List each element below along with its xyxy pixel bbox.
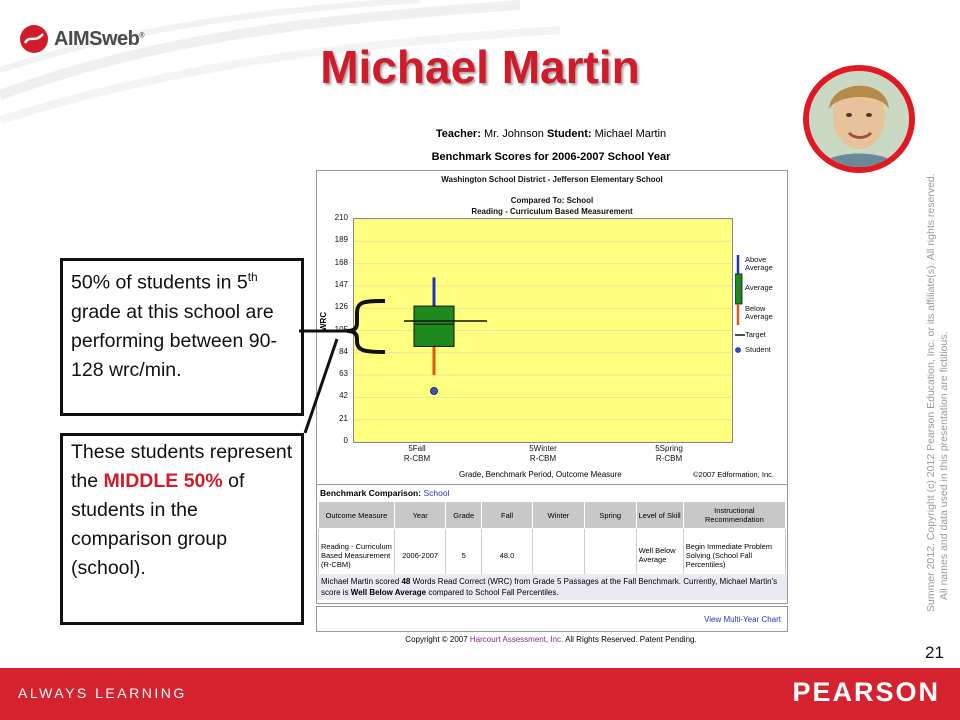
report-copyright-text-2: All Rights Reserved. Patent Pending. <box>563 635 697 644</box>
comparison-cell: 5 <box>446 529 482 582</box>
side-copyright <box>925 82 951 612</box>
x-tick-label: 5Winter R-CBM <box>529 444 557 463</box>
summary-text-2: Words Read Correct (WRC) from Grade 5 Passages at the Fall Benchmark. Currently, Michael Martin's score is <box>321 577 778 597</box>
callout-middle-range <box>60 258 304 416</box>
callout1-text-2: grade at this school are performing between 90-128 wrc/min. <box>71 300 277 381</box>
legend-student-swatch <box>736 348 741 353</box>
side-copyright-line1: Summer 2012. Copyright (c) 2012 Pearson Education, Inc. or its affiliate(s). All rights reserved. <box>925 173 937 612</box>
legend-label: Above Average <box>745 255 773 272</box>
comparison-header-cell: Grade <box>446 502 482 529</box>
chart-title: Washington School District - Jefferson Elementary School <box>441 175 663 184</box>
y-tick-label: 168 <box>334 257 348 267</box>
benchmark-comparison <box>316 484 788 604</box>
summary-score: 48 <box>401 577 411 586</box>
comparison-cell: 48.0 <box>482 529 533 582</box>
student-label: Student: <box>546 128 592 140</box>
teacher-student-line <box>316 128 786 140</box>
pearson-logo: PEARSON <box>792 677 940 707</box>
plot-svg <box>354 219 732 442</box>
callout1-superscript: th <box>247 270 258 284</box>
comparison-header-cell: Outcome Measure <box>319 502 395 529</box>
y-tick-label: 189 <box>334 235 348 245</box>
teacher-label: Teacher: <box>435 128 481 140</box>
comparison-header-cell: Winter <box>533 502 585 529</box>
callout2-text-2: of students in the comparison group (school). <box>71 470 245 579</box>
y-tick-label: 0 <box>343 436 348 445</box>
comparison-header-cell: Spring <box>584 502 636 529</box>
y-tick-label: 126 <box>334 302 348 312</box>
summary-text-1: Michael Martin scored <box>321 577 402 586</box>
comparison-header-cell: Fall <box>482 502 533 529</box>
y-axis-label: WRC <box>319 311 328 331</box>
callout1-text-1: 50% of students in 5 <box>71 271 248 294</box>
comparison-table <box>318 501 786 582</box>
y-tick-label: 84 <box>339 346 348 356</box>
y-tick-label: 21 <box>339 413 348 423</box>
x-tick-label: 5Fall R-CBM <box>403 444 431 463</box>
harcourt-link[interactable]: Harcourt Assessment, Inc. <box>469 635 564 644</box>
plot-area <box>353 218 733 443</box>
y-tick-label: 147 <box>334 279 348 289</box>
summary-level: Well Below Average <box>350 588 427 597</box>
logo-registered-mark: ® <box>139 31 145 39</box>
comparison-header-cell: Year <box>394 502 446 529</box>
benchmark-title: Benchmark Scores for 2006-2007 School Year <box>431 151 671 163</box>
logo-text: AIMSweb <box>54 27 140 50</box>
footer-bar <box>0 668 960 720</box>
report-copyright-text-1: Copyright © 2007 <box>405 635 470 644</box>
comparison-cell: Reading - Curriculum Based Measurement (R-CBM) <box>319 529 395 582</box>
comparison-cell: 2006-2007 <box>394 529 446 582</box>
footer-tagline: ALWAYS LEARNING <box>18 685 187 701</box>
x-axis-label: Grade, Benchmark Period, Outcome Measure <box>459 470 622 479</box>
slide-title: Michael Martin <box>320 41 640 93</box>
legend-label: Target <box>745 330 766 339</box>
chart-credit: ©2007 Edformation, Inc. <box>693 470 774 479</box>
comparison-label: Benchmark Comparison: <box>320 488 422 498</box>
comparison-cell: Begin Immediate Problem Solving (School Fall Percentiles) <box>683 529 785 582</box>
pointer-arrow-line <box>305 339 337 433</box>
brace-arrow <box>295 295 395 465</box>
curly-brace <box>347 301 385 352</box>
chart-legend <box>735 253 787 363</box>
multi-year-bar <box>316 606 788 632</box>
student-name: Michael Martin <box>594 128 667 140</box>
slide-number: 21 <box>925 643 944 662</box>
y-tick-label: 105 <box>334 324 348 334</box>
callout2-text-1: These students represent the <box>71 441 293 492</box>
comparison-summary <box>317 574 787 600</box>
chart-subtitle-compared: Compared To: School <box>510 196 594 205</box>
legend-label: Student <box>745 345 771 354</box>
callout2-highlight: MIDDLE 50% <box>103 470 223 492</box>
legend-label: Average <box>745 283 773 292</box>
chart-subtitle-measure: Reading - Curriculum Based Measurement <box>471 207 633 216</box>
student-photo <box>803 65 915 173</box>
multi-year-chart-link[interactable]: View Multi-Year Chart <box>704 615 781 624</box>
comparison-cell: Well Below Average <box>636 529 683 582</box>
legend-label: Below Average <box>745 304 773 321</box>
callout-middle-fifty <box>60 433 304 625</box>
comparison-header-cell: Level of Skill <box>636 502 683 529</box>
average-box <box>414 306 454 346</box>
summary-text-3: compared to School Fall Percentiles. <box>426 588 559 597</box>
report-copyright <box>316 635 786 644</box>
y-tick-label: 63 <box>339 369 348 379</box>
student-score-point <box>431 388 438 395</box>
comparison-header-row <box>319 502 786 529</box>
y-tick-label: 210 <box>334 213 348 222</box>
x-tick-label: 5Spring R-CBM <box>655 444 683 463</box>
y-tick-label: 42 <box>339 391 348 401</box>
teacher-name: Mr. Johnson <box>483 128 544 140</box>
legend-average-swatch <box>735 274 742 304</box>
comparison-value: School <box>423 488 450 498</box>
side-copyright-line2: All names and data used in this presentation are fictitious. <box>938 331 950 600</box>
comparison-header-cell: Instructional Recommendation <box>683 502 785 529</box>
